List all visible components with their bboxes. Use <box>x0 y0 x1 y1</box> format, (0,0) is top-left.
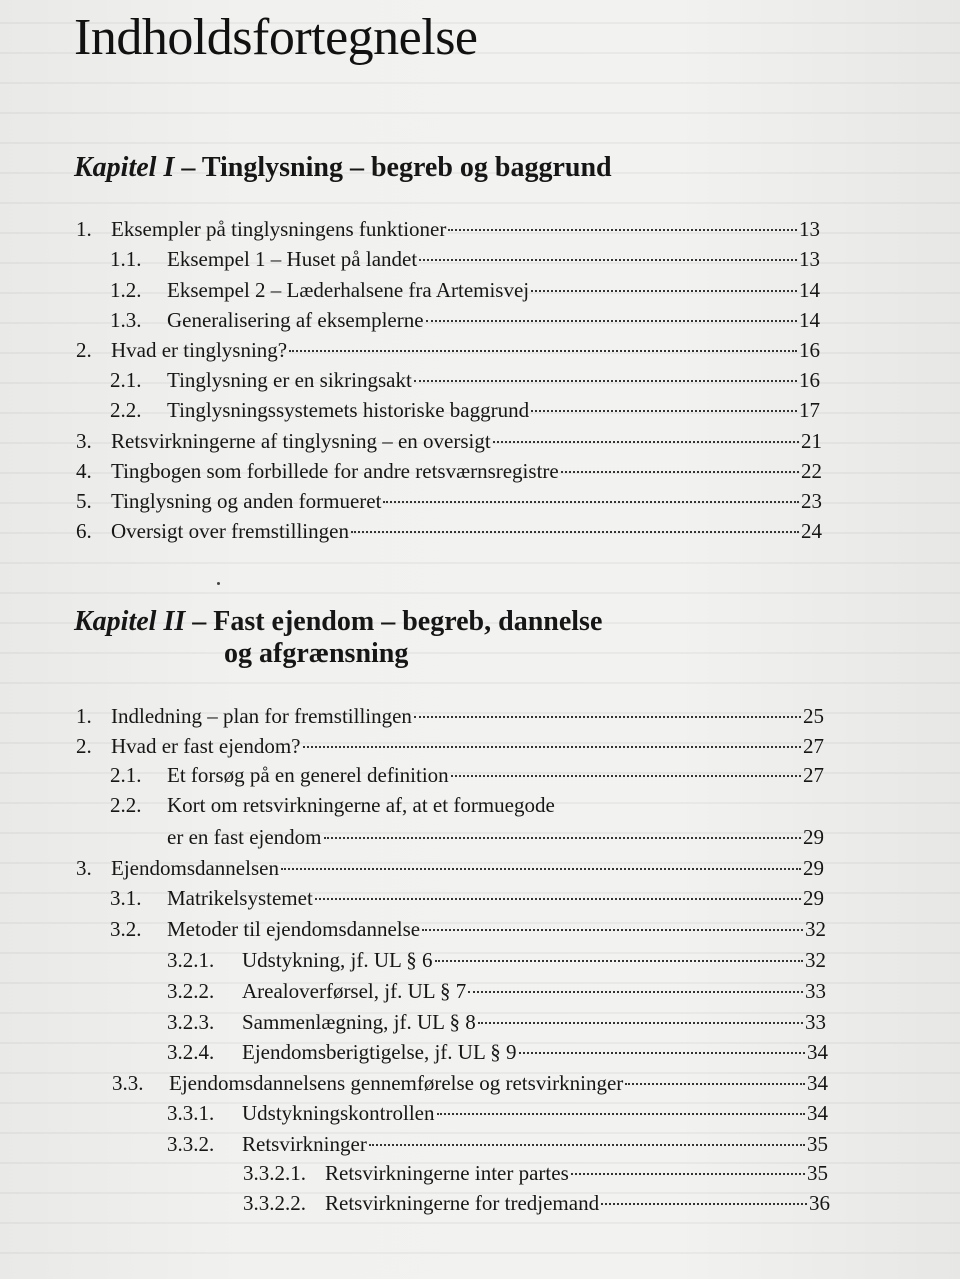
dot-leader <box>468 991 803 993</box>
toc-entry-page: 27 <box>803 734 824 758</box>
dot-leader <box>561 471 799 473</box>
toc-entry <box>167 1040 828 1064</box>
toc-entry <box>110 308 820 332</box>
toc-entry-number: 3.2. <box>110 917 142 941</box>
toc-entry-number: 1.1. <box>110 247 142 271</box>
toc-entry-page: 29 <box>803 825 824 849</box>
toc-entry <box>167 1101 828 1125</box>
toc-entry-title: Hvad er tinglysning? <box>111 338 288 362</box>
dot-leader <box>422 929 803 931</box>
toc-entry <box>110 763 824 787</box>
toc-entry-page: 25 <box>803 704 824 728</box>
chapter-2-label: Kapitel II <box>74 606 186 637</box>
dot-leader <box>289 350 797 352</box>
toc-entry <box>76 217 820 241</box>
toc-entry <box>110 917 826 941</box>
toc-entry <box>110 368 820 392</box>
toc-entry-number: 3.3.2.2. <box>243 1191 306 1215</box>
toc-entry-title: Kort om retsvirkningerne af, at et formuegode <box>167 793 555 817</box>
dot-leader <box>324 837 801 839</box>
toc-entry-page: 13 <box>799 247 820 271</box>
toc-entry-page: 32 <box>805 917 826 941</box>
toc-entry-number: 1. <box>76 217 92 241</box>
dot-leader <box>383 501 799 503</box>
toc-entry-page: 35 <box>807 1132 828 1156</box>
toc-entry-page: 29 <box>803 886 824 910</box>
dot-leader <box>419 259 797 261</box>
dot-leader <box>281 868 801 870</box>
toc-entry-page: 34 <box>807 1071 828 1095</box>
dot-leader <box>435 960 803 962</box>
toc-entry <box>76 459 822 483</box>
toc-entry-title: Tinglysning er en sikringsakt <box>167 368 412 392</box>
toc-entry-title: Retsvirkningerne af tinglysning – en oversigt <box>111 429 491 453</box>
toc-entry-page: 16 <box>799 338 820 362</box>
toc-entry-page: 27 <box>803 763 824 787</box>
toc-entry-title: Ejendomsdannelsen <box>111 856 279 880</box>
toc-entry-title: Retsvirkninger <box>242 1132 367 1156</box>
toc-entry-number: 3. <box>76 429 92 453</box>
toc-entry-number: 3.2.3. <box>167 1010 215 1034</box>
toc-entry-title: Tingbogen som forbillede for andre retsværnsregistre <box>111 459 559 483</box>
toc-entry-title: Tinglysningssystemets historiske baggrund <box>167 398 530 422</box>
dot-leader <box>426 320 797 322</box>
dot-leader <box>571 1173 805 1175</box>
dot-leader <box>448 229 797 231</box>
toc-entry-page: 14 <box>799 278 820 302</box>
toc-entry-number: 2.1. <box>110 368 142 392</box>
dot-leader <box>531 410 797 412</box>
toc-entry <box>76 429 822 453</box>
toc-entry <box>110 886 824 910</box>
chapter-2-heading <box>74 606 602 670</box>
dot-leader <box>625 1083 805 1085</box>
toc-entry-number: 3.3.2. <box>167 1132 215 1156</box>
toc-entry <box>243 1191 830 1215</box>
toc-entry-title: Eksempel 2 – Læderhalsene fra Artemisvej <box>167 278 530 302</box>
toc-entry-number: 5. <box>76 489 92 513</box>
toc-entry-title: Indledning – plan for fremstillingen <box>111 704 412 728</box>
toc-entry-title: Et forsøg på en generel definition <box>167 763 449 787</box>
chapter-2-title-line2: og afgrænsning <box>224 638 409 669</box>
toc-entry-number: 3.1. <box>110 886 142 910</box>
dot-leader <box>303 746 801 748</box>
toc-entry-title: Ejendomsdannelsens gennemførelse og retsvirkninger <box>169 1071 624 1095</box>
toc-entry <box>76 519 822 543</box>
dot-leader <box>601 1203 807 1205</box>
dot-leader <box>451 775 801 777</box>
toc-entry-number: 2.2. <box>110 793 142 817</box>
toc-entry <box>243 1161 828 1185</box>
toc-entry-number: 3.2.1. <box>167 948 215 972</box>
toc-entry <box>110 278 820 302</box>
toc-entry <box>167 1010 826 1034</box>
chapter-1-heading <box>74 152 612 184</box>
toc-entry <box>110 398 820 422</box>
dot-leader <box>531 290 797 292</box>
toc-entry-page: 35 <box>807 1161 828 1185</box>
toc-entry-title: Udstykning, jf. UL § 6 <box>242 948 433 972</box>
toc-entry-title: Sammenlægning, jf. UL § 8 <box>242 1010 476 1034</box>
chapter-2-dash: – <box>185 606 214 637</box>
toc-entry-page: 36 <box>809 1191 830 1215</box>
toc-entry-title: Ejendomsberigtigelse, jf. UL § 9 <box>242 1040 517 1064</box>
dot-leader <box>478 1022 803 1024</box>
toc-entry-first-line <box>110 793 555 817</box>
toc-entry-number: 3.2.2. <box>167 979 215 1003</box>
toc-entry-page: 16 <box>799 368 820 392</box>
chapter-1-dash: – <box>174 152 202 183</box>
toc-entry-title: Eksempler på tinglysningens funktioner <box>111 217 447 241</box>
toc-entry-number: 2.2. <box>110 398 142 422</box>
dot-leader <box>351 531 799 533</box>
dot-leader <box>369 1144 805 1146</box>
toc-entry <box>76 704 824 728</box>
paper-speck <box>217 582 220 585</box>
toc-entry <box>167 979 826 1003</box>
dot-leader <box>493 441 799 443</box>
chapter-1-title: Tinglysning – begreb og baggrund <box>201 152 612 183</box>
dot-leader <box>437 1113 806 1115</box>
toc-entry-title: Retsvirkningerne for tredjemand <box>325 1191 600 1215</box>
toc-entry-title: Eksempel 1 – Huset på landet <box>167 247 418 271</box>
toc-entry-page: 33 <box>805 979 826 1003</box>
toc-entry-title: Hvad er fast ejendom? <box>111 734 301 758</box>
toc-entry-title: Metoder til ejendomsdannelse <box>167 917 421 941</box>
toc-entry-number: 3.3. <box>112 1071 144 1095</box>
toc-entry-title-line2: er en fast ejendom <box>167 825 322 849</box>
toc-entry-page: 29 <box>803 856 824 880</box>
toc-entry-number: 3.3.1. <box>167 1101 215 1125</box>
toc-entry-page: 13 <box>799 217 820 241</box>
toc-entry-number: 1. <box>76 704 92 728</box>
toc-entry-number: 1.2. <box>110 278 142 302</box>
toc-entry-page: 32 <box>805 948 826 972</box>
toc-entry-page: 17 <box>799 398 820 422</box>
toc-entry <box>76 856 824 880</box>
toc-entry-page: 21 <box>801 429 822 453</box>
toc-entry-page: 33 <box>805 1010 826 1034</box>
toc-entry-number: 3.3.2.1. <box>243 1161 306 1185</box>
toc-entry-number: 4. <box>76 459 92 483</box>
page-title: Indholdsfortegnelse <box>74 9 478 66</box>
chapter-1-label: Kapitel I <box>74 152 175 183</box>
dot-leader <box>315 898 801 900</box>
toc-entry-page: 24 <box>801 519 822 543</box>
toc-entry <box>76 734 824 758</box>
dot-leader <box>414 380 797 382</box>
toc-entry <box>112 1071 828 1095</box>
toc-entry-title: Tinglysning og anden formueret <box>111 489 382 513</box>
toc-entry-number: 6. <box>76 519 92 543</box>
toc-entry-page: 23 <box>801 489 822 513</box>
toc-entry <box>167 1132 828 1156</box>
toc-entry <box>76 489 822 513</box>
toc-entry-title: Generalisering af eksemplerne <box>167 308 424 332</box>
toc-entry-title: Matrikelsystemet <box>167 886 313 910</box>
toc-entry-page: 34 <box>807 1101 828 1125</box>
toc-entry-number: 2.1. <box>110 763 142 787</box>
dot-leader <box>414 716 801 718</box>
toc-entry-number: 3.2.4. <box>167 1040 215 1064</box>
toc-entry-number: 3. <box>76 856 92 880</box>
toc-entry-page: 34 <box>807 1040 828 1064</box>
toc-entry <box>167 825 824 849</box>
toc-entry-number: 1.3. <box>110 308 142 332</box>
toc-entry-page: 22 <box>801 459 822 483</box>
toc-entry-number: 2. <box>76 734 92 758</box>
toc-entry-number: 2. <box>76 338 92 362</box>
toc-entry <box>110 247 820 271</box>
toc-entry <box>76 338 820 362</box>
toc-entry <box>167 948 826 972</box>
toc-entry-title: Arealoverførsel, jf. UL § 7 <box>242 979 467 1003</box>
dot-leader <box>519 1052 806 1054</box>
toc-entry-title: Udstykningskontrollen <box>242 1101 435 1125</box>
toc-entry-title: Oversigt over fremstillingen <box>111 519 349 543</box>
chapter-2-title: Fast ejendom – begreb, dannelse <box>213 606 603 637</box>
toc-entry-title: Retsvirkningerne inter partes <box>325 1161 569 1185</box>
toc-entry-page: 14 <box>799 308 820 332</box>
